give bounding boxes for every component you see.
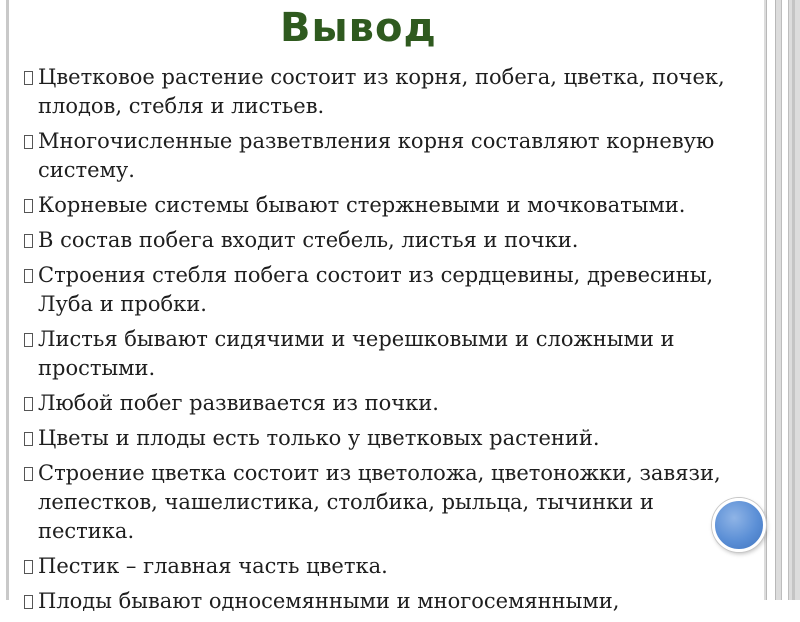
square-bullet-icon bbox=[24, 269, 33, 283]
left-border-strip bbox=[6, 0, 9, 600]
bullet-text: Любой побег развивается из почки. bbox=[38, 391, 439, 415]
bullet-item bbox=[24, 63, 754, 121]
bullet-text: Плоды бывают односемянными и многосемянными, bbox=[38, 589, 620, 613]
bullet-text: Цветковое растение состоит из корня, побега, цветка, почек, плодов, стебля и листьев. bbox=[38, 65, 725, 118]
square-bullet-icon bbox=[24, 135, 33, 149]
square-bullet-icon bbox=[24, 199, 33, 213]
bullet-item bbox=[24, 191, 754, 220]
bullet-item bbox=[24, 459, 754, 546]
bullet-item bbox=[24, 587, 754, 616]
slide-title: Вывод bbox=[280, 5, 437, 51]
right-frame-bar-inner bbox=[781, 0, 789, 600]
square-bullet-icon bbox=[24, 333, 33, 347]
bullet-text: В состав побега входит стебель, листья и почки. bbox=[38, 228, 579, 252]
square-bullet-icon bbox=[24, 595, 33, 609]
bullet-text: Корневые системы бывают стержневыми и мочковатыми. bbox=[38, 193, 686, 217]
square-bullet-icon bbox=[24, 71, 33, 85]
square-bullet-icon bbox=[24, 467, 33, 481]
bullet-text: Строение цветка состоит из цветоложа, цветоножки, завязи, лепестков, чашелистика, столбика, рыльца, тычинки и пестика. bbox=[38, 461, 721, 543]
bullet-text: Строения стебля побега состоит из сердцевины, древесины, Луба и пробки. bbox=[38, 263, 714, 316]
square-bullet-icon bbox=[24, 234, 33, 248]
bullet-item bbox=[24, 389, 754, 418]
bullet-item bbox=[24, 424, 754, 453]
bullet-list bbox=[24, 63, 754, 622]
square-bullet-icon bbox=[24, 432, 33, 446]
bullet-text: Листья бывают сидячими и черешковыми и сложными и простыми. bbox=[38, 327, 675, 380]
bullet-item bbox=[24, 325, 754, 383]
bullet-text: Многочисленные разветвления корня составляют корневую систему. bbox=[38, 129, 715, 182]
right-frame-bar-outer bbox=[766, 0, 776, 600]
bullet-text: Пестик – главная часть цветка. bbox=[38, 554, 388, 578]
blue-circle-icon bbox=[712, 498, 766, 552]
right-frame-bar-thin bbox=[792, 0, 795, 600]
square-bullet-icon bbox=[24, 397, 33, 411]
square-bullet-icon bbox=[24, 560, 33, 574]
bullet-item bbox=[24, 552, 754, 581]
bullet-item bbox=[24, 127, 754, 185]
bullet-item bbox=[24, 226, 754, 255]
bullet-text: Цветы и плоды есть только у цветковых растений. bbox=[38, 426, 600, 450]
bullet-item bbox=[24, 261, 754, 319]
